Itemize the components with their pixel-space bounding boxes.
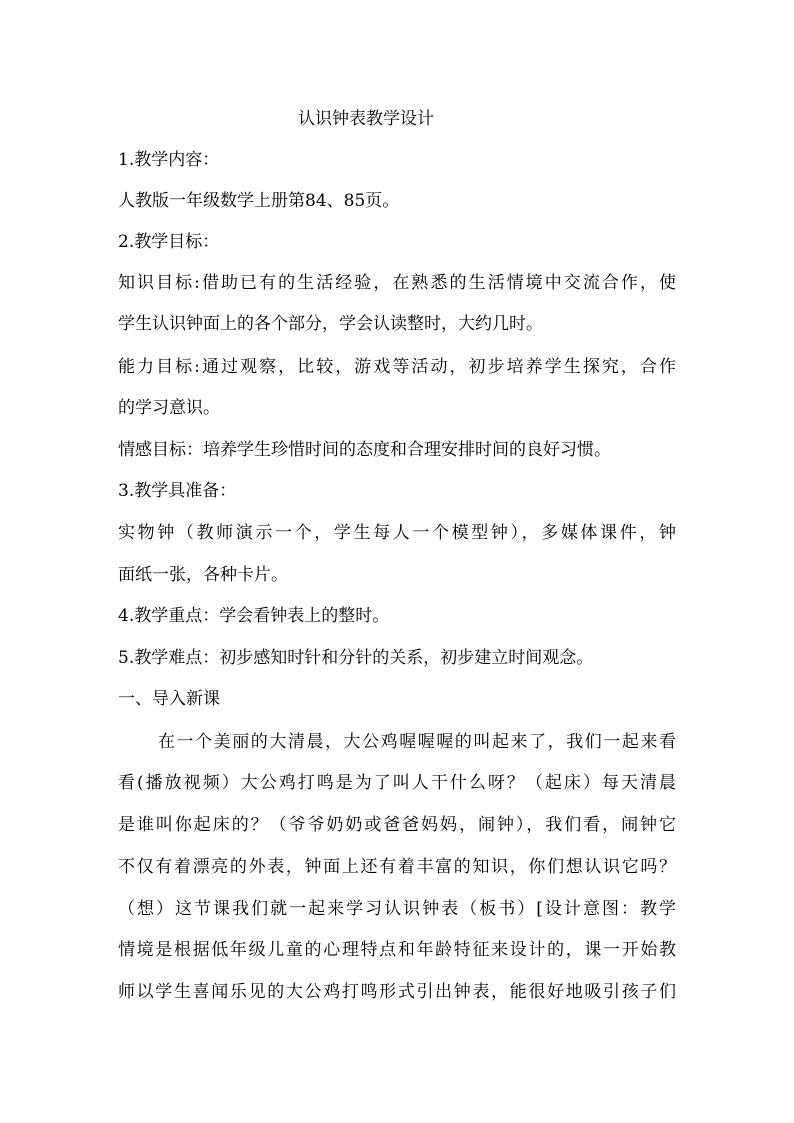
document-title: 认识钟表教学设计 (298, 109, 434, 129)
paragraph-line: 的学习意识。 (118, 398, 220, 418)
paragraph-line: 人教版一年级数学上册第84、85页。 (118, 191, 400, 211)
paragraph-line: 师以学生喜闻乐见的大公鸡打鸣形式引出钟表，能很好地吸引孩子们 (118, 982, 676, 1002)
paragraph-line: 看(播放视频）大公鸡打鸣是为了叫人干什么呀？（起床）每天清晨 (118, 773, 676, 793)
paragraph-line: 知识目标:借助已有的生活经验，在熟悉的生活情境中交流合作，使 (118, 273, 676, 293)
paragraph-line: 在一个美丽的大清晨，大公鸡喔喔喔的叫起来了，我们一起来看 (158, 732, 676, 752)
paragraph-line: 情感目标：培养学生珍惜时间的态度和合理安排时间的良好习惯。 (118, 440, 611, 460)
section-heading-content: 1.教学内容： (118, 150, 220, 170)
section-heading-difficulty: 5.教学难点：初步感知时针和分针的关系，初步建立时间观念。 (118, 648, 594, 668)
paragraph-line: （想）这节课我们就一起来学习认识钟表（板书）[设计意图：教学 (118, 899, 676, 919)
paragraph-line: 不仅有着漂亮的外表，钟面上还有着丰富的知识，你们想认识它吗？ (118, 857, 676, 877)
paragraph-line: 实物钟（教师演示一个，学生每人一个模型钟），多媒体课件，钟 (118, 523, 676, 543)
paragraph-line: 学生认识钟面上的各个部分，学会认读整时，大约几时。 (118, 314, 543, 334)
paragraph-line: 面纸一张，各种卡片。 (118, 565, 288, 585)
paragraph-line: 能力目标:通过观察，比较，游戏等活动，初步培养学生探究，合作 (118, 357, 676, 377)
section-heading-key-point: 4.教学重点：学会看钟表上的整时。 (118, 606, 390, 626)
section-heading-materials: 3.教学具准备： (118, 481, 237, 501)
paragraph-line: 情境是根据低年级儿童的心理特点和年龄特征来设计的，课一开始教 (118, 940, 676, 960)
section-heading-introduction: 一、导入新课 (118, 689, 220, 709)
section-heading-objectives: 2.教学目标： (118, 232, 220, 252)
paragraph-line: 是谁叫你起床的？（爷爷奶奶或爸爸妈妈，闹钟），我们看，闹钟它 (118, 815, 676, 835)
